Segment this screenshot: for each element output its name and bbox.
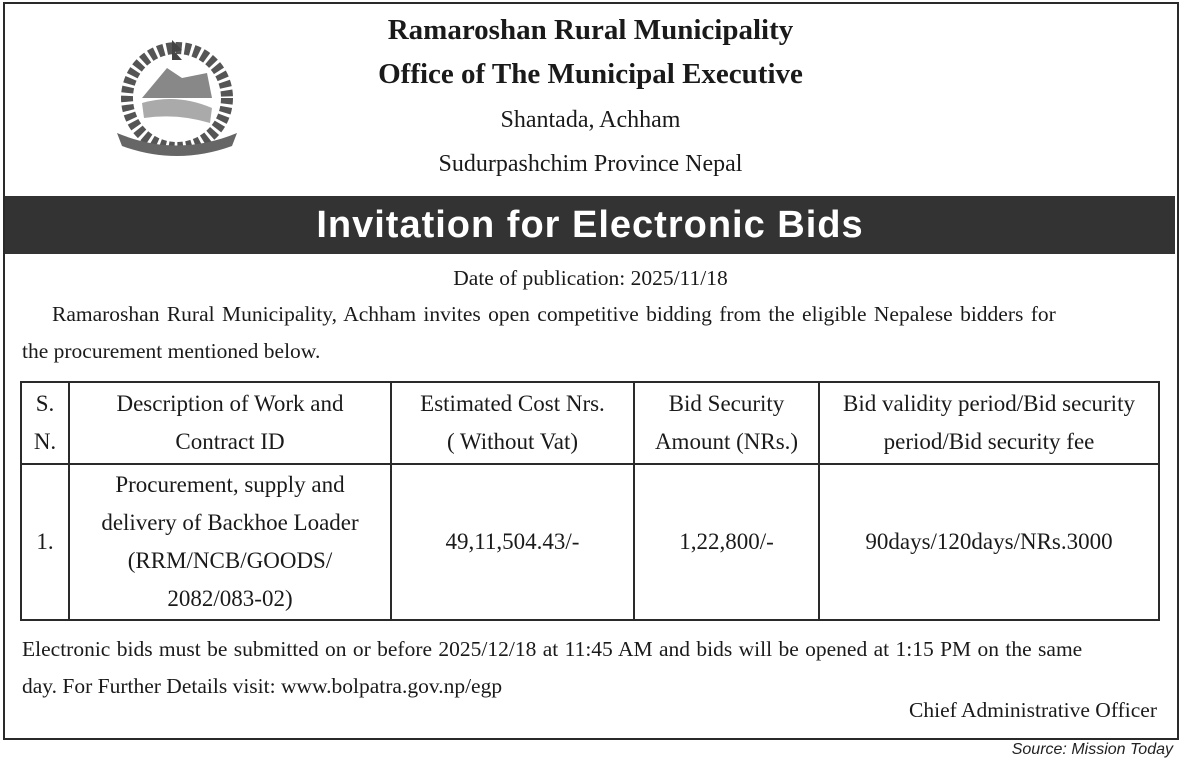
cell-security: 1,22,800/- — [634, 464, 819, 620]
header-cost: Estimated Cost Nrs. ( Without Vat) — [391, 382, 634, 464]
publication-value: 2025/11/18 — [630, 266, 728, 290]
cell-sn: 1. — [21, 464, 69, 620]
footer-line-1: Electronic bids must be submitted on or before 2025/12/18 at 11:45 AM and bids will be opened at 1:15 PM on the same — [22, 637, 1083, 661]
publication-date — [0, 266, 1181, 291]
cell-description: Procurement, supply and delivery of Backhoe Loader (RRM/NCB/GOODS/ 2082/083-02) — [69, 464, 391, 620]
procurement-table — [20, 381, 1160, 621]
cell-cost: 49,11,504.43/- — [391, 464, 634, 620]
header-validity: Bid validity period/Bid security period/Bid security fee — [819, 382, 1159, 464]
header-sn: S. N. — [21, 382, 69, 464]
intro-line-2: the procurement mentioned below. — [22, 339, 321, 363]
header-security: Bid Security Amount (NRs.) — [634, 382, 819, 464]
source-credit: Source: Mission Today — [1011, 741, 1173, 758]
table-header-row — [21, 382, 1159, 464]
cell-validity: 90days/120days/NRs.3000 — [819, 464, 1159, 620]
office-name: Office of The Municipal Executive — [378, 58, 803, 90]
signatory: Chief Administrative Officer — [909, 698, 1157, 722]
header-description: Description of Work and Contract ID — [69, 382, 391, 464]
publication-label: Date of publication: — [453, 266, 626, 290]
nepal-emblem-logo — [112, 38, 242, 158]
org-name: Ramaroshan Rural Municipality — [387, 14, 794, 46]
table-row — [21, 464, 1159, 620]
address: Shantada, Achham — [500, 107, 681, 133]
province: Sudurpashchim Province Nepal — [438, 151, 743, 177]
intro-line-1: Ramaroshan Rural Municipality, Achham invites open competitive bidding from the eligible Nepalese bidders for — [52, 302, 1056, 326]
notice-title: Invitation for Electronic Bids — [5, 196, 1175, 254]
footer-line-2: day. For Further Details visit: www.bolpatra.gov.np/egp — [22, 674, 503, 698]
